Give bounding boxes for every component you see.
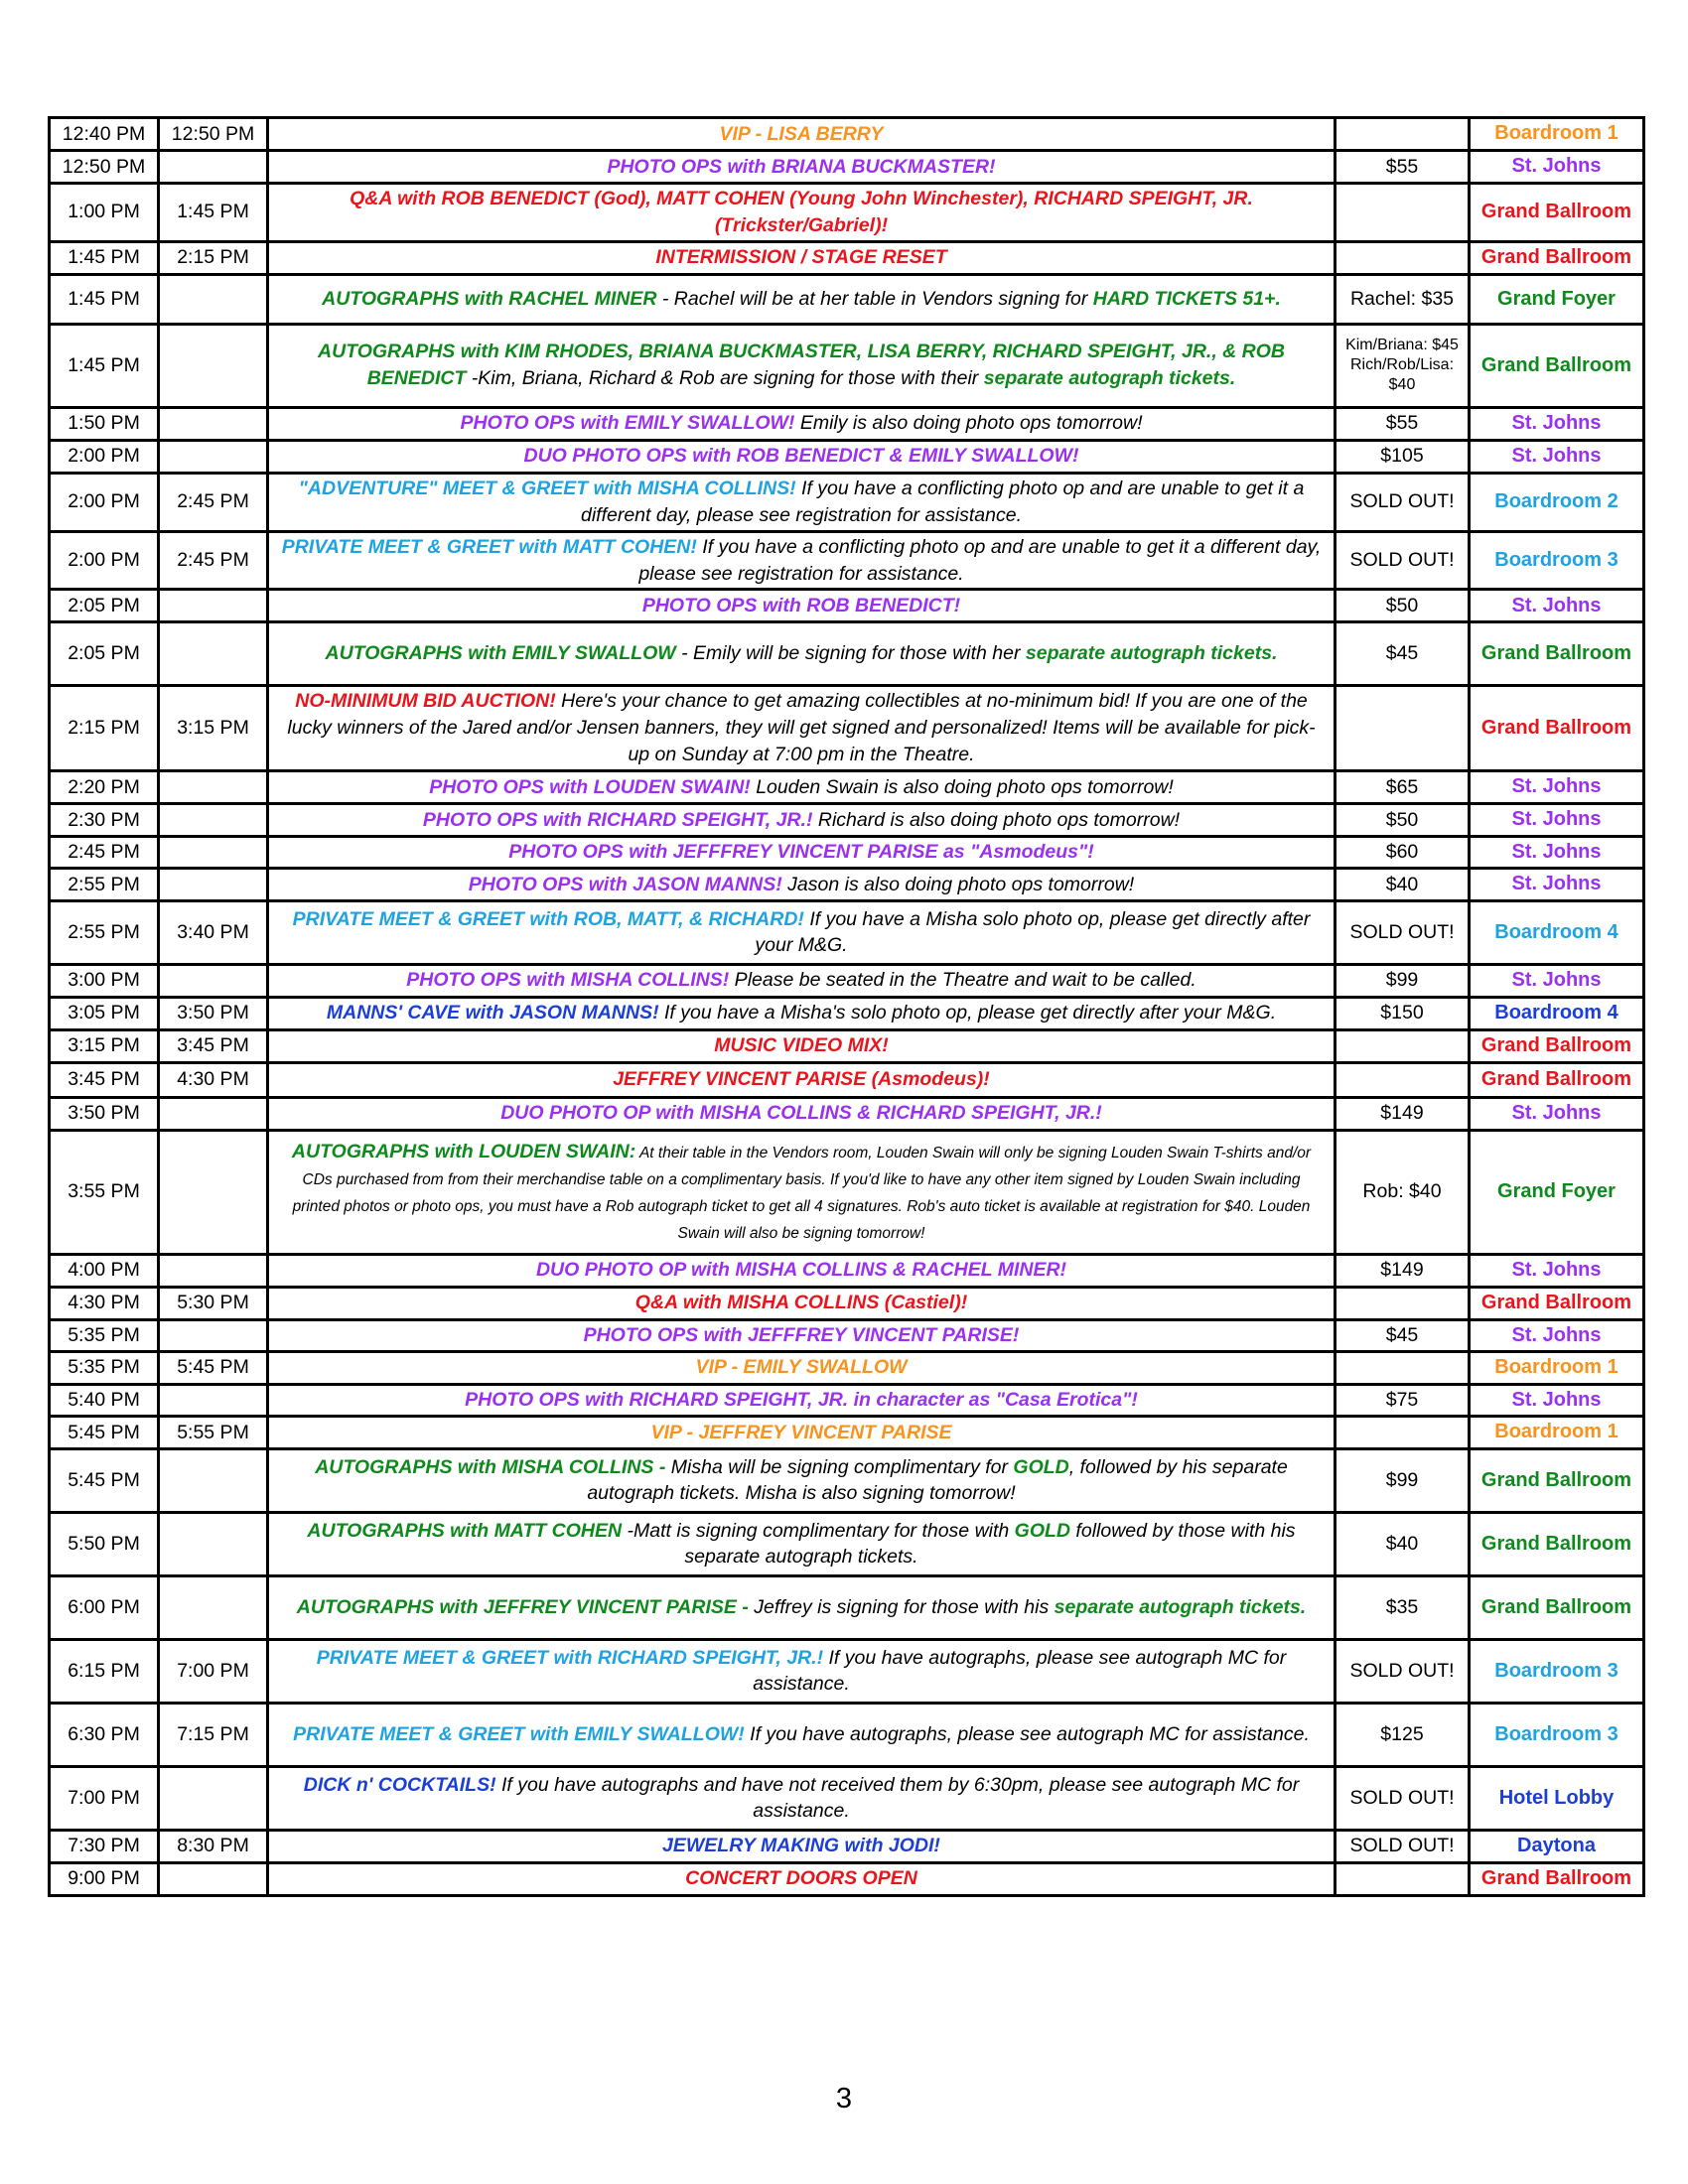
end-time: [159, 324, 268, 407]
event-headline: AUTOGRAPHS with LOUDEN SWAIN:: [291, 1141, 636, 1163]
start-time: 5:35 PM: [50, 1319, 159, 1352]
price-cell: $50: [1336, 804, 1470, 837]
price-cell: $50: [1336, 590, 1470, 622]
price-cell: [1336, 1417, 1470, 1449]
schedule-row: [50, 473, 1644, 531]
location-cell: Grand Foyer: [1470, 274, 1644, 324]
event-description: If you have a Misha's solo photo op, please get directly after your M&G.: [658, 1002, 1277, 1024]
schedule-row: [50, 1766, 1644, 1830]
event-cell: [268, 473, 1336, 531]
event-cell: [268, 1448, 1336, 1512]
schedule-row: [50, 900, 1644, 964]
start-time: 12:50 PM: [50, 151, 159, 184]
event-cell: [268, 1287, 1336, 1319]
price-cell: $45: [1336, 1319, 1470, 1352]
event-cell: [268, 1130, 1336, 1254]
start-time: 2:45 PM: [50, 836, 159, 869]
event-cell: [268, 869, 1336, 901]
event-cell: [268, 1766, 1336, 1830]
end-time: 2:45 PM: [159, 473, 268, 531]
event-cell: [268, 1384, 1336, 1417]
event-cell: [268, 900, 1336, 964]
event-description: If you have a Misha solo photo op, please get directly after your M&G.: [755, 907, 1311, 957]
event-cell: [268, 274, 1336, 324]
end-time: [159, 151, 268, 184]
event-headline: DUO PHOTO OP with MISHA COLLINS & RACHEL MINER!: [535, 1259, 1067, 1282]
start-time: 7:00 PM: [50, 1766, 159, 1830]
event-description-tail: , followed by his separate autograph tickets. Misha is also signing tomorrow!: [587, 1455, 1288, 1505]
end-time: 2:15 PM: [159, 241, 268, 274]
end-time: [159, 1512, 268, 1575]
end-time: [159, 440, 268, 473]
event-highlight: separate autograph tickets.: [983, 367, 1236, 390]
location-cell: Hotel Lobby: [1470, 1766, 1644, 1830]
event-headline: JEFFREY VINCENT PARISE (Asmodeus)!: [613, 1068, 990, 1091]
start-time: 2:20 PM: [50, 771, 159, 804]
event-headline: MANNS' CAVE with JASON MANNS!: [326, 1002, 659, 1024]
schedule-row: [50, 1575, 1644, 1639]
event-headline: "ADVENTURE" MEET & GREET with MISHA COLLINS!: [298, 477, 796, 499]
price-cell: $40: [1336, 1512, 1470, 1575]
start-time: 2:00 PM: [50, 531, 159, 590]
event-cell: [268, 531, 1336, 590]
location-cell: Grand Ballroom: [1470, 686, 1644, 771]
location-cell: St. Johns: [1470, 804, 1644, 837]
end-time: 3:15 PM: [159, 686, 268, 771]
location-cell: Grand Ballroom: [1470, 1062, 1644, 1097]
end-time: 3:40 PM: [159, 900, 268, 964]
event-cell: [268, 686, 1336, 771]
location-cell: Grand Foyer: [1470, 1130, 1644, 1254]
event-description: Misha will be signing complimentary for: [665, 1455, 1014, 1478]
start-time: 1:45 PM: [50, 274, 159, 324]
price-cell: [1336, 686, 1470, 771]
event-cell: [268, 590, 1336, 622]
schedule-row: [50, 407, 1644, 440]
schedule-row: [50, 622, 1644, 686]
event-headline: DUO PHOTO OP with MISHA COLLINS & RICHARD SPEIGHT, JR.!: [500, 1102, 1102, 1125]
location-cell: St. Johns: [1470, 1384, 1644, 1417]
price-cell: $105: [1336, 440, 1470, 473]
event-headline: INTERMISSION / STAGE RESET: [655, 246, 947, 269]
start-time: 6:00 PM: [50, 1575, 159, 1639]
location-cell: St. Johns: [1470, 964, 1644, 997]
price-cell: SOLD OUT!: [1336, 473, 1470, 531]
end-time: [159, 1130, 268, 1254]
schedule-row: [50, 151, 1644, 184]
start-time: 6:15 PM: [50, 1639, 159, 1703]
event-headline: PHOTO OPS with JEFFFREY VINCENT PARISE!: [583, 1323, 1020, 1346]
start-time: 5:45 PM: [50, 1448, 159, 1512]
start-time: 1:50 PM: [50, 407, 159, 440]
start-time: 12:40 PM: [50, 118, 159, 151]
location-cell: Grand Ballroom: [1470, 324, 1644, 407]
price-cell: $35: [1336, 1575, 1470, 1639]
schedule-row: [50, 1862, 1644, 1895]
end-time: [159, 804, 268, 837]
event-cell: [268, 1830, 1336, 1862]
start-time: 5:45 PM: [50, 1417, 159, 1449]
location-cell: Grand Ballroom: [1470, 622, 1644, 686]
start-time: 2:05 PM: [50, 590, 159, 622]
location-cell: St. Johns: [1470, 1254, 1644, 1287]
price-cell: SOLD OUT!: [1336, 1639, 1470, 1703]
start-time: 2:30 PM: [50, 804, 159, 837]
price-cell: $45: [1336, 622, 1470, 686]
location-cell: Grand Ballroom: [1470, 1862, 1644, 1895]
end-time: 4:30 PM: [159, 1062, 268, 1097]
price-cell: $99: [1336, 1448, 1470, 1512]
schedule-row: [50, 1830, 1644, 1862]
event-headline: PRIVATE MEET & GREET with ROB, MATT, & RICHARD!: [292, 907, 804, 930]
start-time: 2:55 PM: [50, 900, 159, 964]
event-cell: [268, 1097, 1336, 1130]
end-time: [159, 1384, 268, 1417]
schedule-row: [50, 1352, 1644, 1385]
location-cell: St. Johns: [1470, 1319, 1644, 1352]
price-cell: [1336, 118, 1470, 151]
location-cell: Grand Ballroom: [1470, 241, 1644, 274]
start-time: 5:40 PM: [50, 1384, 159, 1417]
event-headline: AUTOGRAPHS with KIM RHODES, BRIANA BUCKMASTER, LISA BERRY, RICHARD SPEIGHT, JR., & ROB BENEDICT: [318, 341, 1285, 390]
schedule-row: [50, 964, 1644, 997]
schedule-row: [50, 1062, 1644, 1097]
end-time: 8:30 PM: [159, 1830, 268, 1862]
start-time: 2:55 PM: [50, 869, 159, 901]
event-description: Jeffrey is signing for those with his: [748, 1595, 1055, 1618]
start-time: 2:00 PM: [50, 440, 159, 473]
start-time: 3:45 PM: [50, 1062, 159, 1097]
event-headline: PRIVATE MEET & GREET with EMILY SWALLOW!: [293, 1722, 745, 1745]
event-cell: [268, 1319, 1336, 1352]
start-time: 3:55 PM: [50, 1130, 159, 1254]
event-description: Jason is also doing photo ops tomorrow!: [781, 873, 1135, 895]
event-headline: PHOTO OPS with RICHARD SPEIGHT, JR.!: [422, 808, 813, 831]
event-description: - Emily will be signing for those with her: [675, 642, 1026, 665]
page-number: 3: [835, 2083, 853, 2115]
price-cell: $150: [1336, 997, 1470, 1029]
price-cell: Kim/Briana: $45 Rich/Rob/Lisa: $40: [1336, 324, 1470, 407]
event-headline: DUO PHOTO OPS with ROB BENEDICT & EMILY SWALLOW!: [523, 445, 1079, 468]
end-time: 5:55 PM: [159, 1417, 268, 1449]
event-headline: VIP - EMILY SWALLOW: [695, 1356, 908, 1379]
start-time: 1:00 PM: [50, 184, 159, 242]
event-description: Here's your chance to get amazing collectibles at no-minimum bid! If you are one of the lucky winners of the Jared and/or Jensen banners, they will get signed and personalized! Items will be available for pick-up on Sunday at 7:00 pm in the Theatre.: [287, 690, 1316, 766]
price-cell: $60: [1336, 836, 1470, 869]
event-description: If you have autographs, please see autograph MC for assistance.: [744, 1722, 1310, 1745]
end-time: [159, 590, 268, 622]
start-time: 6:30 PM: [50, 1703, 159, 1766]
event-headline: PRIVATE MEET & GREET with MATT COHEN!: [281, 535, 697, 558]
end-time: 3:45 PM: [159, 1029, 268, 1062]
event-headline: AUTOGRAPHS with MATT COHEN: [307, 1519, 623, 1542]
end-time: [159, 964, 268, 997]
price-cell: SOLD OUT!: [1336, 900, 1470, 964]
start-time: 3:05 PM: [50, 997, 159, 1029]
price-cell: SOLD OUT!: [1336, 1766, 1470, 1830]
end-time: [159, 274, 268, 324]
event-cell: [268, 440, 1336, 473]
event-headline: PHOTO OPS with LOUDEN SWAIN!: [429, 775, 751, 798]
location-cell: Boardroom 4: [1470, 900, 1644, 964]
schedule-row: [50, 1639, 1644, 1703]
schedule-row: [50, 1448, 1644, 1512]
event-cell: [268, 1639, 1336, 1703]
end-time: 5:45 PM: [159, 1352, 268, 1385]
price-cell: SOLD OUT!: [1336, 531, 1470, 590]
event-headline: CONCERT DOORS OPEN: [685, 1867, 917, 1890]
end-time: 3:50 PM: [159, 997, 268, 1029]
schedule-row: [50, 324, 1644, 407]
price-cell: $65: [1336, 771, 1470, 804]
event-cell: [268, 1862, 1336, 1895]
price-cell: $40: [1336, 869, 1470, 901]
end-time: 2:45 PM: [159, 531, 268, 590]
price-cell: $125: [1336, 1703, 1470, 1766]
end-time: [159, 407, 268, 440]
location-cell: St. Johns: [1470, 407, 1644, 440]
location-cell: Grand Ballroom: [1470, 184, 1644, 242]
event-cell: [268, 804, 1336, 837]
schedule-row: [50, 1130, 1644, 1254]
location-cell: Boardroom 3: [1470, 1639, 1644, 1703]
schedule-row: [50, 1097, 1644, 1130]
location-cell: St. Johns: [1470, 590, 1644, 622]
event-headline: PHOTO OPS with ROB BENEDICT!: [641, 594, 961, 616]
price-cell: [1336, 1029, 1470, 1062]
event-description: -Matt is signing complimentary for those with: [622, 1519, 1015, 1542]
event-cell: [268, 151, 1336, 184]
end-time: 7:15 PM: [159, 1703, 268, 1766]
event-highlight: separate autograph tickets.: [1025, 642, 1278, 665]
start-time: 4:30 PM: [50, 1287, 159, 1319]
schedule-row: [50, 997, 1644, 1029]
event-description: -Kim, Briana, Richard & Rob are signing for those with their: [466, 367, 984, 390]
event-cell: [268, 1417, 1336, 1449]
schedule-row: [50, 241, 1644, 274]
price-cell: [1336, 1062, 1470, 1097]
price-cell: [1336, 241, 1470, 274]
event-highlight: HARD TICKETS 51+.: [1092, 287, 1281, 310]
event-description: If you have autographs, please see autograph MC for assistance.: [753, 1646, 1287, 1696]
location-cell: Daytona: [1470, 1830, 1644, 1862]
end-time: [159, 1448, 268, 1512]
event-headline: Q&A with ROB BENEDICT (God), MATT COHEN (Young John Winchester), RICHARD SPEIGHT, JR. (Trickster/Gabriel)!: [350, 188, 1253, 236]
end-time: [159, 1766, 268, 1830]
location-cell: Boardroom 4: [1470, 997, 1644, 1029]
event-cell: [268, 1352, 1336, 1385]
location-cell: Boardroom 1: [1470, 1352, 1644, 1385]
start-time: 1:45 PM: [50, 324, 159, 407]
event-headline: DICK n' COCKTAILS!: [303, 1773, 496, 1796]
start-time: 2:05 PM: [50, 622, 159, 686]
location-cell: Grand Ballroom: [1470, 1575, 1644, 1639]
location-cell: St. Johns: [1470, 1097, 1644, 1130]
end-time: 12:50 PM: [159, 118, 268, 151]
price-cell: [1336, 1352, 1470, 1385]
location-cell: Boardroom 3: [1470, 531, 1644, 590]
event-headline: AUTOGRAPHS with EMILY SWALLOW: [325, 642, 676, 665]
location-cell: St. Johns: [1470, 440, 1644, 473]
schedule-row: [50, 686, 1644, 771]
event-cell: [268, 1703, 1336, 1766]
price-cell: [1336, 1287, 1470, 1319]
start-time: 5:35 PM: [50, 1352, 159, 1385]
price-cell: Rachel: $35: [1336, 274, 1470, 324]
location-cell: Boardroom 1: [1470, 118, 1644, 151]
event-headline: MUSIC VIDEO MIX!: [714, 1034, 889, 1057]
location-cell: Boardroom 2: [1470, 473, 1644, 531]
schedule-row: [50, 1254, 1644, 1287]
event-cell: [268, 241, 1336, 274]
event-headline: PHOTO OPS with RICHARD SPEIGHT, JR. in character as "Casa Erotica"!: [465, 1389, 1138, 1412]
end-time: [159, 771, 268, 804]
end-time: 1:45 PM: [159, 184, 268, 242]
start-time: 7:30 PM: [50, 1830, 159, 1862]
schedule-row: [50, 1512, 1644, 1575]
event-headline: PHOTO OPS with MISHA COLLINS!: [406, 969, 730, 992]
event-cell: [268, 1029, 1336, 1062]
event-description: Emily is also doing photo ops tomorrow!: [794, 412, 1143, 435]
event-cell: [268, 324, 1336, 407]
event-cell: [268, 407, 1336, 440]
end-time: [159, 1862, 268, 1895]
schedule-row: [50, 804, 1644, 837]
event-headline: PHOTO OPS with JASON MANNS!: [468, 873, 782, 895]
event-headline: PHOTO OPS with EMILY SWALLOW!: [460, 412, 795, 435]
location-cell: St. Johns: [1470, 869, 1644, 901]
price-cell: $55: [1336, 407, 1470, 440]
event-description-tail: followed by those with his separate autograph tickets.: [684, 1519, 1296, 1569]
location-cell: St. Johns: [1470, 836, 1644, 869]
schedule-row: [50, 184, 1644, 242]
event-cell: [268, 622, 1336, 686]
start-time: 9:00 PM: [50, 1862, 159, 1895]
start-time: 3:15 PM: [50, 1029, 159, 1062]
schedule-row: [50, 1703, 1644, 1766]
event-headline: PHOTO OPS with BRIANA BUCKMASTER!: [607, 155, 996, 178]
event-headline: AUTOGRAPHS with RACHEL MINER: [322, 287, 657, 310]
schedule-row: [50, 440, 1644, 473]
event-cell: [268, 771, 1336, 804]
event-cell: [268, 1254, 1336, 1287]
schedule-row: [50, 836, 1644, 869]
price-cell: $99: [1336, 964, 1470, 997]
schedule-row: [50, 590, 1644, 622]
event-description: If you have a conflicting photo op and are unable to get it a different day, please see registration for assistance.: [580, 477, 1305, 526]
end-time: [159, 1097, 268, 1130]
event-highlight: GOLD: [1013, 1455, 1069, 1478]
start-time: 4:00 PM: [50, 1254, 159, 1287]
schedule-row: [50, 1319, 1644, 1352]
location-cell: Boardroom 1: [1470, 1417, 1644, 1449]
event-cell: [268, 118, 1336, 151]
schedule-row: [50, 1417, 1644, 1449]
price-cell: $55: [1336, 151, 1470, 184]
event-description: If you have autographs and have not received them by 6:30pm, please see autograph MC for assistance.: [495, 1773, 1300, 1823]
end-time: [159, 1319, 268, 1352]
event-description: - Rachel will be at her table in Vendors signing for: [656, 287, 1093, 310]
price-cell: SOLD OUT!: [1336, 1830, 1470, 1862]
end-time: [159, 1575, 268, 1639]
event-description: Louden Swain is also doing photo ops tomorrow!: [750, 775, 1174, 798]
end-time: [159, 869, 268, 901]
event-headline: NO-MINIMUM BID AUCTION!: [295, 690, 556, 713]
event-description: If you have a conflicting photo op and are unable to get it a different day, please see registration for assistance.: [638, 535, 1322, 585]
event-headline: Q&A with MISHA COLLINS (Castiel)!: [634, 1292, 968, 1314]
price-cell: $149: [1336, 1097, 1470, 1130]
schedule-row: [50, 1029, 1644, 1062]
schedule-row: [50, 771, 1644, 804]
end-time: [159, 1254, 268, 1287]
start-time: 2:00 PM: [50, 473, 159, 531]
location-cell: St. Johns: [1470, 771, 1644, 804]
price-cell: [1336, 184, 1470, 242]
event-cell: [268, 1512, 1336, 1575]
event-headline: AUTOGRAPHS with JEFFREY VINCENT PARISE -: [296, 1595, 749, 1618]
price-cell: $75: [1336, 1384, 1470, 1417]
end-time: [159, 836, 268, 869]
event-cell: [268, 964, 1336, 997]
event-headline: PRIVATE MEET & GREET with RICHARD SPEIGHT, JR.!: [316, 1646, 824, 1669]
start-time: 5:50 PM: [50, 1512, 159, 1575]
schedule-body: [50, 118, 1644, 1896]
event-description: At their table in the Vendors room, Louden Swain will only be signing Louden Swain T-shirts and/or CDs purchased from from their merchandise table on a complimentary basis. If you'd like to have any other item signed by Louden Swain including printed photos or photo ops, you must have a Rob autograph ticket to get all 4 signatures. Rob's auto ticket is available at registration for $40. Louden Swain will also be signing tomorrow!: [292, 1145, 1312, 1242]
end-time: 7:00 PM: [159, 1639, 268, 1703]
location-cell: Grand Ballroom: [1470, 1029, 1644, 1062]
event-description: Please be seated in the Theatre and wait to be called.: [729, 969, 1196, 992]
location-cell: Grand Ballroom: [1470, 1512, 1644, 1575]
event-highlight: separate autograph tickets.: [1054, 1595, 1307, 1618]
schedule-row: [50, 274, 1644, 324]
end-time: [159, 622, 268, 686]
price-cell: Rob: $40: [1336, 1130, 1470, 1254]
schedule-row: [50, 1287, 1644, 1319]
start-time: 1:45 PM: [50, 241, 159, 274]
event-cell: [268, 1062, 1336, 1097]
schedule-row: [50, 1384, 1644, 1417]
event-cell: [268, 1575, 1336, 1639]
start-time: 3:00 PM: [50, 964, 159, 997]
schedule-row: [50, 869, 1644, 901]
price-cell: $149: [1336, 1254, 1470, 1287]
location-cell: St. Johns: [1470, 151, 1644, 184]
event-description: Richard is also doing photo ops tomorrow!: [812, 808, 1181, 831]
location-cell: Boardroom 3: [1470, 1703, 1644, 1766]
start-time: 2:15 PM: [50, 686, 159, 771]
schedule-table: [48, 116, 1645, 1897]
start-time: 3:50 PM: [50, 1097, 159, 1130]
schedule-row: [50, 118, 1644, 151]
event-headline: AUTOGRAPHS with MISHA COLLINS -: [315, 1455, 666, 1478]
end-time: 5:30 PM: [159, 1287, 268, 1319]
event-highlight: GOLD: [1014, 1519, 1071, 1542]
event-cell: [268, 184, 1336, 242]
schedule-row: [50, 531, 1644, 590]
event-headline: PHOTO OPS with JEFFFREY VINCENT PARISE as "Asmodeus"!: [508, 841, 1094, 864]
price-cell: [1336, 1862, 1470, 1895]
event-cell: [268, 836, 1336, 869]
event-headline: VIP - JEFFREY VINCENT PARISE: [650, 1421, 952, 1443]
event-cell: [268, 997, 1336, 1029]
event-headline: JEWELRY MAKING with JODI!: [662, 1835, 940, 1857]
location-cell: Grand Ballroom: [1470, 1287, 1644, 1319]
location-cell: Grand Ballroom: [1470, 1448, 1644, 1512]
event-headline: VIP - LISA BERRY: [719, 122, 884, 145]
